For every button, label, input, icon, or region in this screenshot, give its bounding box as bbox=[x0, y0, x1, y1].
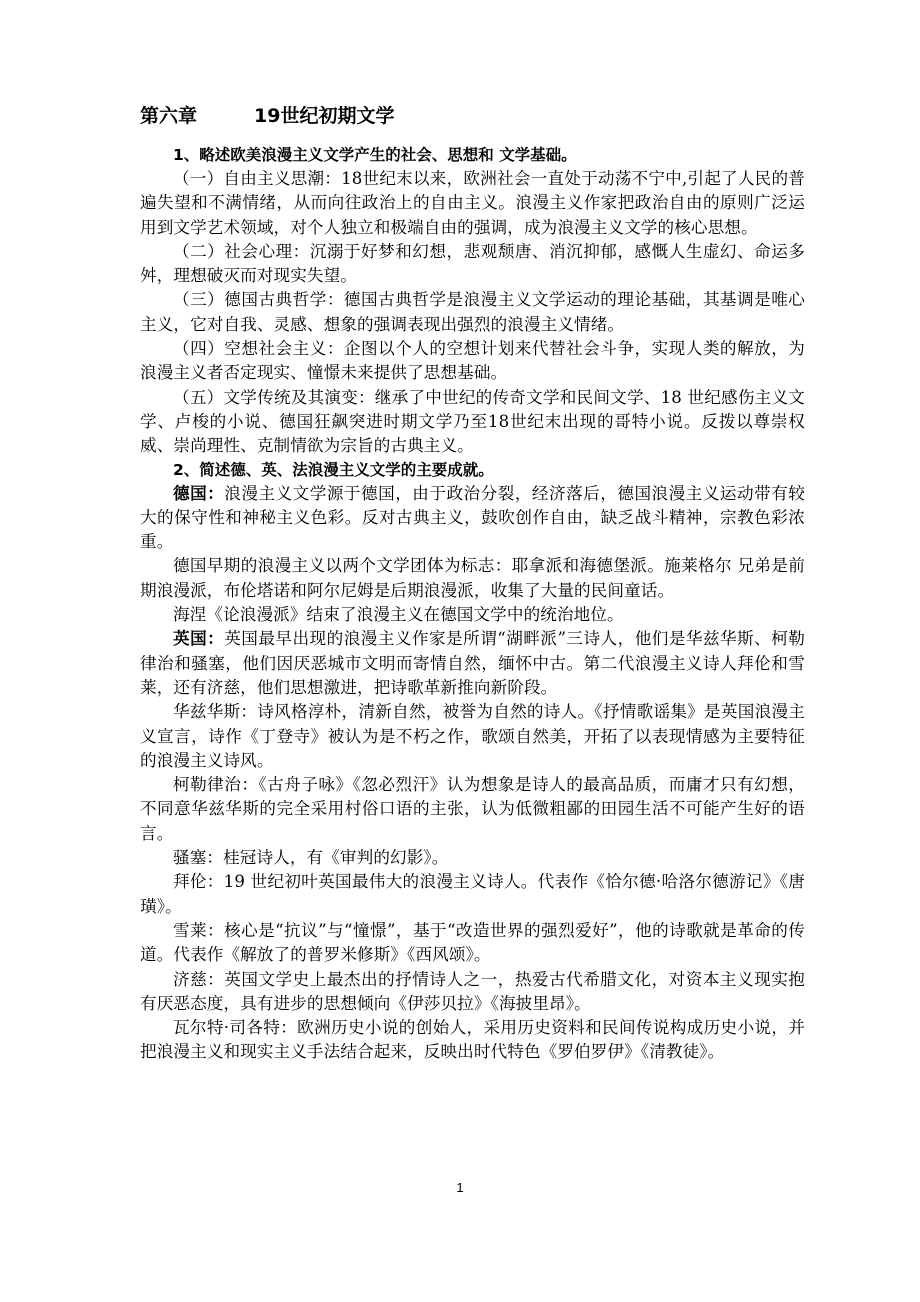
germany-label: 德国： bbox=[173, 483, 225, 503]
question-1-heading: 1、略述欧美浪漫主义文学产生的社会、思想和 文学基础。 bbox=[173, 146, 577, 164]
poet-coleridge: 柯勒律治：《古舟子咏》《忽必烈汗》认为想象是诗人的最高品质，而庸才只有幻想，不同意华兹华斯的完全采用村俗口语的主张，认为低微粗鄙的田园生活不可能产生好的语言。 bbox=[140, 775, 805, 843]
page-number: 1 bbox=[456, 1180, 464, 1195]
q1-paragraph-1: （一）自由主义思潮：18世纪末以来，欧洲社会一直处于动荡不宁中,引起了人民的普遍失望和不满情绪，从而向往政治上的自由主义。浪漫主义作家把政治自由的原则广泛运用到文学艺术领域，对个人独立和极端自由的强调，成为浪漫主义文学的核心思想。 bbox=[140, 169, 805, 237]
england-label: 英国： bbox=[173, 629, 225, 649]
poet-shelley: 雪莱：核心是“抗议”与“憧憬”，基于“改造世界的强烈爱好”，他的诗歌就是革命的传道。代表作《解放了的普罗米修斯》《西风颂》。 bbox=[140, 920, 805, 965]
poet-wordsworth: 华兹华斯：诗风格淳朴，清新自然，被誉为自然的诗人。《抒情歌谣集》是英国浪漫主义宣言，诗作《丁登寺》被认为是不朽之作，歌颂自然美，开拓了以表现情感为主要特征的浪漫主义诗风。 bbox=[140, 702, 805, 770]
q1-paragraph-3: （三）德国古典哲学：德国古典哲学是浪漫主义文学运动的理论基础，其基调是唯心主义，它对自我、灵感、想象的强调表现出强烈的浪漫主义情绪。 bbox=[140, 290, 805, 334]
q1-paragraph-5: （五）文学传统及其演变：继承了中世纪的传奇文学和民间文学、18 世纪感伤主义文学、卢梭的小说、德国狂飙突进时期文学乃至18世纪末出现的哥特小说。反拨以尊崇权威、崇尚理性、克制情欲为宗旨的古典主义。 bbox=[140, 387, 805, 456]
poet-keats: 济慈：英国文学史上最杰出的抒情诗人之一，热爱古代希腊文化，对资本主义现实抱有厌恶态度，具有进步的思想倾向《伊莎贝拉》《海披里昂》。 bbox=[140, 969, 805, 1013]
germany-text: 浪漫主义文学源于德国，由于政治分裂，经济落后，德国浪漫主义运动带有较大的保守性和神秘主义色彩。反对古典主义，鼓吹创作自由，缺乏战斗精神，宗教色彩浓重。 bbox=[140, 483, 805, 552]
germany-paragraph bbox=[140, 482, 805, 555]
q1-paragraph-4: （四）空想社会主义：企图以个人的空想计划来代替社会斗争，实现人类的解放，为浪漫主义者否定现实、憧憬未来提供了思想基础。 bbox=[140, 339, 805, 383]
england-text: 英国最早出现的浪漫主义作家是所谓“湖畔派”三诗人，他们是华兹华斯、柯勒律治和骚塞，他们因厌恶城市文明而寄情自然，缅怀中古。第二代浪漫主义诗人拜伦和雪莱，还有济慈，他们思想激进，把诗歌革新推向新阶段。 bbox=[140, 629, 805, 697]
q1-paragraph-2: （二）社会心理：沉溺于好梦和幻想，悲观颓唐、消沉抑郁，感慨人生虚幻、命运多舛，理想破灭而对现实失望。 bbox=[140, 241, 805, 286]
question-2-heading: 2、简述德、英、法浪漫主义文学的主要成就。 bbox=[173, 460, 494, 479]
chapter-title: 第六章 19世纪初期文学 bbox=[140, 105, 395, 127]
poet-byron: 拜伦：19 世纪初叶英国最伟大的浪漫主义诗人。代表作《恰尔德·哈洛尔德游记》《唐璜》。 bbox=[140, 872, 805, 916]
england-paragraph bbox=[140, 627, 805, 700]
germany-paragraph-2: 德国早期的浪漫主义以两个文学团体为标志：耶拿派和海德堡派。施莱格尔 兄弟是前期浪漫派，布伦塔诺和阿尔尼姆是后期浪漫派，收集了大量的民间童话。 bbox=[140, 556, 805, 600]
page-content bbox=[140, 102, 805, 1065]
germany-paragraph-3: 海涅《论浪漫派》结束了浪漫主义在德国文学中的统治地位。 bbox=[173, 605, 624, 625]
writer-scott: 瓦尔特·司各特：欧洲历史小说的创始人，采用历史资料和民间传说构成历史小说，并把浪漫主义和现实主义手法结合起来，反映出时代特色《罗伯罗伊》《清教徒》。 bbox=[140, 1018, 805, 1062]
poet-southey: 骚塞：桂冠诗人，有《审判的幻影》。 bbox=[173, 848, 449, 868]
